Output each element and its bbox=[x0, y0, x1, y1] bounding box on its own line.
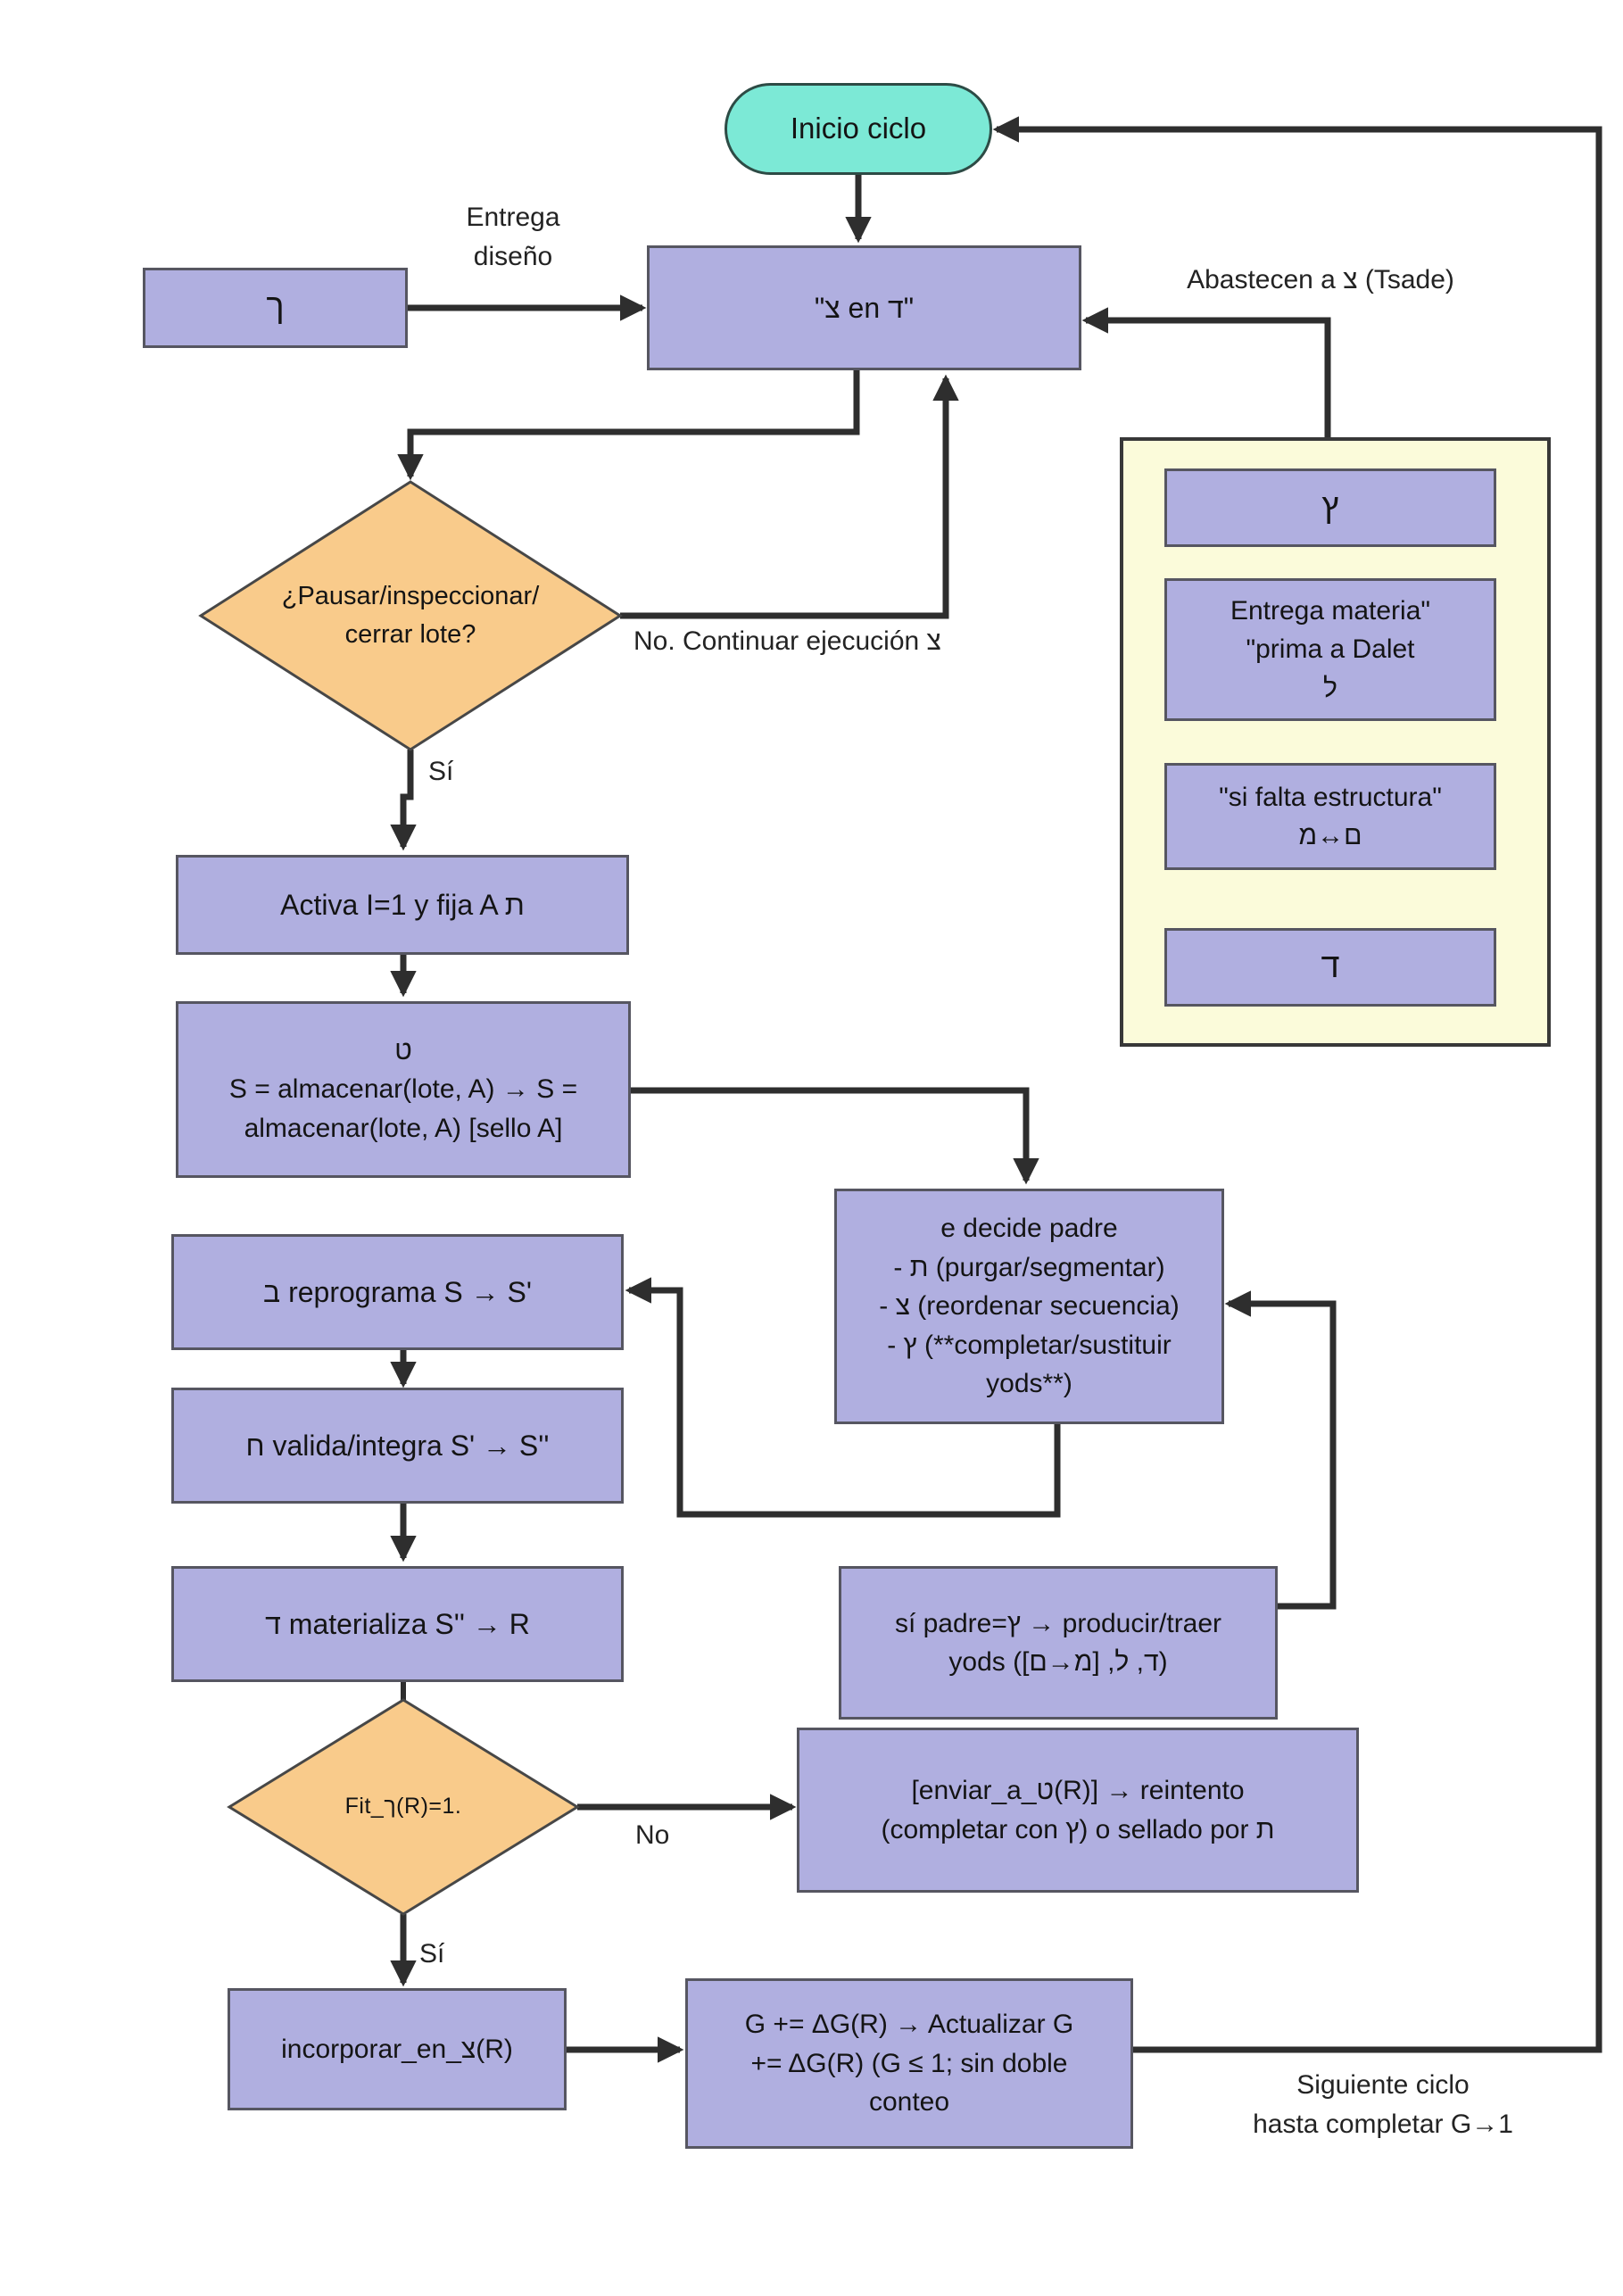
node-line: conteo bbox=[868, 2087, 950, 2118]
enviar-box bbox=[797, 1728, 1359, 1893]
label-si-2: Sí bbox=[419, 1939, 445, 1969]
node-line: sí padre=ץ → producir/traer bbox=[894, 1608, 1222, 1638]
node-line: - ת (purgar/segmentar) bbox=[893, 1252, 1165, 1282]
node-line: e decide padre bbox=[940, 1214, 1118, 1244]
incorporar-box bbox=[228, 1988, 567, 2110]
label-abastecen: Abastecen a צ (Tsade) bbox=[1187, 265, 1454, 294]
node-label: Inicio ciclo bbox=[790, 112, 927, 145]
edge-central-to-pause-check bbox=[410, 370, 857, 477]
node-line: "si falta estructura" bbox=[1219, 782, 1442, 812]
supply-item-tsade-final bbox=[1164, 468, 1496, 547]
node-label: Fit_ך(R)=1. bbox=[344, 1794, 462, 1819]
node-line: מ↔ם bbox=[1298, 821, 1362, 850]
edge-almacenar-to-decide bbox=[631, 1090, 1026, 1181]
node-line: += ΔG(R) (G ≤ 1; sin doble bbox=[750, 2048, 1068, 2078]
node-label: Activa I=1 y fija A ת bbox=[280, 888, 525, 921]
supply-item-materia bbox=[1164, 578, 1496, 721]
node-label: ח valida/integra S' → S'' bbox=[245, 1429, 550, 1462]
label-no-continuar: No. Continuar ejecución צ bbox=[633, 626, 941, 656]
node-line: ¿Pausar/inspeccionar/ bbox=[281, 581, 540, 610]
node-label: ץ bbox=[1321, 488, 1339, 526]
label-si-1: Sí bbox=[428, 757, 454, 786]
node-line: G += ΔG(R) → Actualizar G bbox=[744, 2010, 1074, 2040]
node-line: "prima a Dalet bbox=[1246, 634, 1415, 665]
edge-sipadre-to-decide bbox=[1229, 1304, 1333, 1606]
supply-item-dalet bbox=[1164, 928, 1496, 1007]
node-label: ד bbox=[1321, 948, 1340, 986]
g-update-box bbox=[685, 1978, 1133, 2149]
node-label: ך bbox=[266, 288, 285, 327]
kaf-box bbox=[143, 268, 408, 348]
almacenar-box bbox=[176, 1001, 631, 1178]
edge-supply-to-central bbox=[1086, 320, 1328, 437]
node-line: Entrega materia" bbox=[1230, 595, 1431, 626]
node-line: (completar con ץ) o sellado por ת bbox=[881, 1814, 1275, 1844]
edge-no-continue-return bbox=[620, 378, 946, 616]
node-line: almacenar(lote, A) [sello A] bbox=[244, 1113, 563, 1143]
edge-pause-yes bbox=[403, 750, 410, 847]
node-label: ד materializa S'' → R bbox=[265, 1607, 530, 1640]
supply-item-falta-estructura bbox=[1164, 763, 1496, 870]
node-line: - ץ (**completar/sustituir bbox=[887, 1330, 1172, 1360]
node-line: cerrar lote? bbox=[344, 620, 476, 649]
node-label: incorporar_en_צ(R) bbox=[281, 2034, 513, 2064]
valida-box bbox=[171, 1388, 624, 1504]
node-line: yods ([ם→מ] ,ל ,ד) bbox=[948, 1647, 1168, 1677]
reprograma-box bbox=[171, 1234, 624, 1350]
node-line: - צ (reordenar secuencia) bbox=[879, 1291, 1180, 1322]
label-no-2: No bbox=[635, 1820, 670, 1850]
central-box bbox=[647, 245, 1081, 370]
node-line: [enviar_a_ט(R)] → reintento bbox=[911, 1776, 1245, 1805]
node-line: S = almacenar(lote, A) → S = bbox=[228, 1074, 578, 1105]
label-siguiente-ciclo: Siguiente ciclo hasta completar G→1 bbox=[1253, 2070, 1513, 2139]
node-line: ל bbox=[1323, 673, 1337, 703]
materializa-box bbox=[171, 1566, 624, 1682]
pause-check-label bbox=[254, 576, 567, 656]
node-line: yods**) bbox=[986, 1369, 1072, 1399]
fit-check-label bbox=[269, 1792, 537, 1822]
start-node bbox=[725, 83, 992, 175]
activa-box bbox=[176, 855, 629, 955]
node-label: ב reprograma S → S' bbox=[263, 1275, 532, 1308]
label-entrega-diseno: Entrega diseño bbox=[466, 203, 560, 271]
decide-padre-box bbox=[834, 1189, 1224, 1424]
node-label: "צ en ד" bbox=[814, 291, 915, 324]
node-line: ט bbox=[394, 1035, 412, 1065]
si-padre-box bbox=[839, 1566, 1278, 1720]
